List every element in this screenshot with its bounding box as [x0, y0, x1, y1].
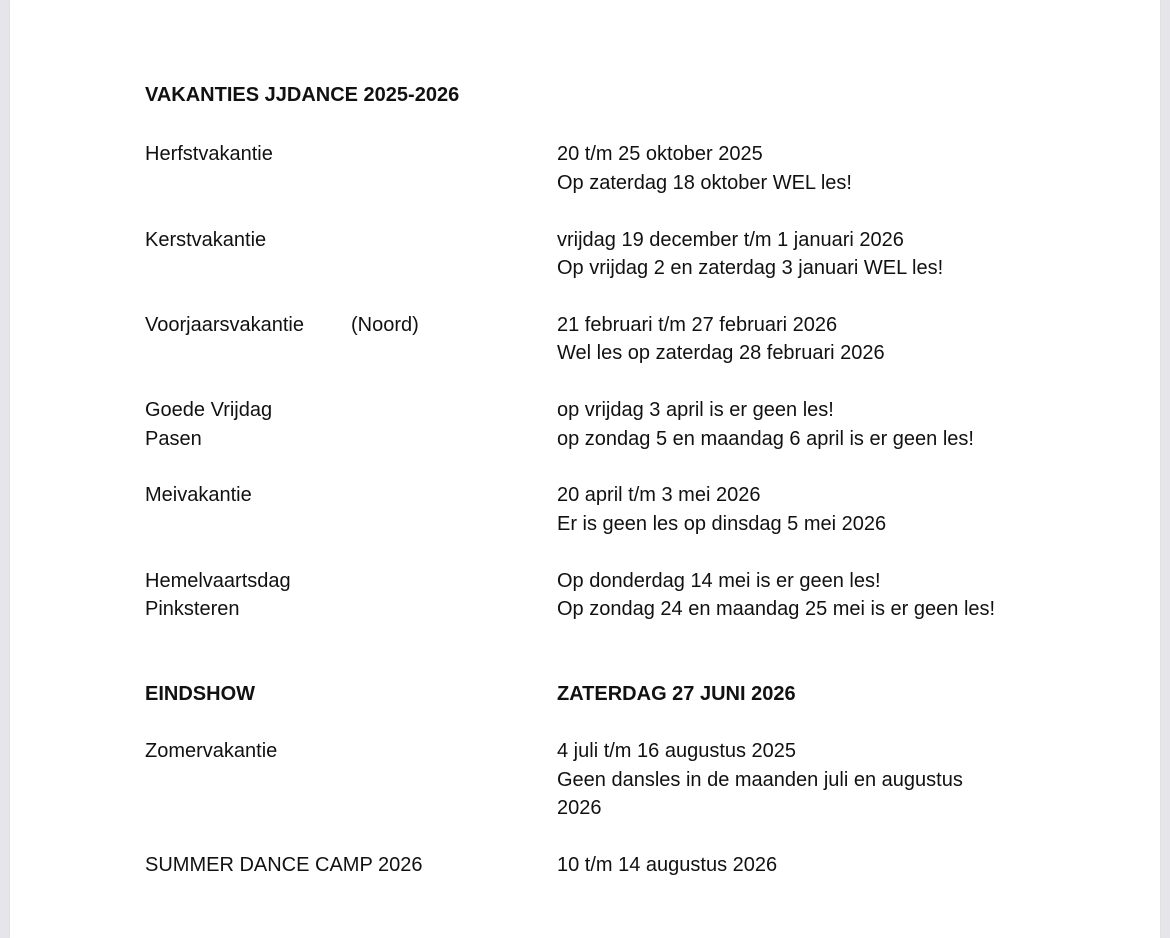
voorjaarsvakantie-dates: 21 februari t/m 27 februari 2026 — [557, 314, 838, 336]
meivakantie-note: Er is geen les op dinsdag 5 mei 2026 — [557, 513, 887, 535]
label-voorjaarsvakantie: Voorjaarsvakantie — [145, 314, 304, 336]
kerstvakantie-dates: vrijdag 19 december t/m 1 januari 2026 — [557, 229, 904, 251]
hemelvaartsdag-note: Op donderdag 14 mei is er geen les! — [557, 570, 881, 592]
eindshow-date: ZATERDAG 27 JUNI 2026 — [557, 683, 796, 705]
pinksteren-note: Op zondag 24 en maandag 25 mei is er geen les! — [557, 598, 996, 620]
goede-vrijdag-note: op vrijdag 3 april is er geen les! — [557, 399, 834, 421]
label-summer-dance-camp: SUMMER DANCE CAMP 2026 — [145, 854, 423, 876]
label-herfstvakantie: Herfstvakantie — [145, 143, 273, 165]
zomervakantie-note: Geen dansles in de maanden juli en augustus — [557, 769, 963, 791]
label-goede-vrijdag: Goede Vrijdag — [145, 399, 273, 421]
document-page — [10, 0, 1160, 938]
pasen-note: op zondag 5 en maandag 6 april is er geen les! — [557, 428, 974, 450]
label-pinksteren: Pinksteren — [145, 598, 240, 620]
summer-dance-camp-dates: 10 t/m 14 augustus 2026 — [557, 854, 778, 876]
zomervakantie-note-year: 2026 — [557, 797, 602, 819]
voorjaarsvakantie-note: Wel les op zaterdag 28 februari 2026 — [557, 342, 885, 364]
label-zomervakantie: Zomervakantie — [145, 740, 278, 762]
label-pasen: Pasen — [145, 428, 202, 450]
zomervakantie-dates: 4 juli t/m 16 augustus 2025 — [557, 740, 797, 762]
document-title: VAKANTIES JJDANCE 2025-2026 — [145, 84, 460, 106]
meivakantie-dates: 20 april t/m 3 mei 2026 — [557, 484, 761, 506]
herfstvakantie-dates: 20 t/m 25 oktober 2025 — [557, 143, 763, 165]
label-eindshow: EINDSHOW — [145, 683, 255, 705]
label-voorjaarsvakantie-region: (Noord) — [351, 314, 419, 336]
herfstvakantie-note: Op zaterdag 18 oktober WEL les! — [557, 172, 852, 194]
label-meivakantie: Meivakantie — [145, 484, 252, 506]
label-hemelvaartsdag: Hemelvaartsdag — [145, 570, 291, 592]
label-kerstvakantie: Kerstvakantie — [145, 229, 267, 251]
kerstvakantie-note: Op vrijdag 2 en zaterdag 3 januari WEL les! — [557, 257, 944, 279]
